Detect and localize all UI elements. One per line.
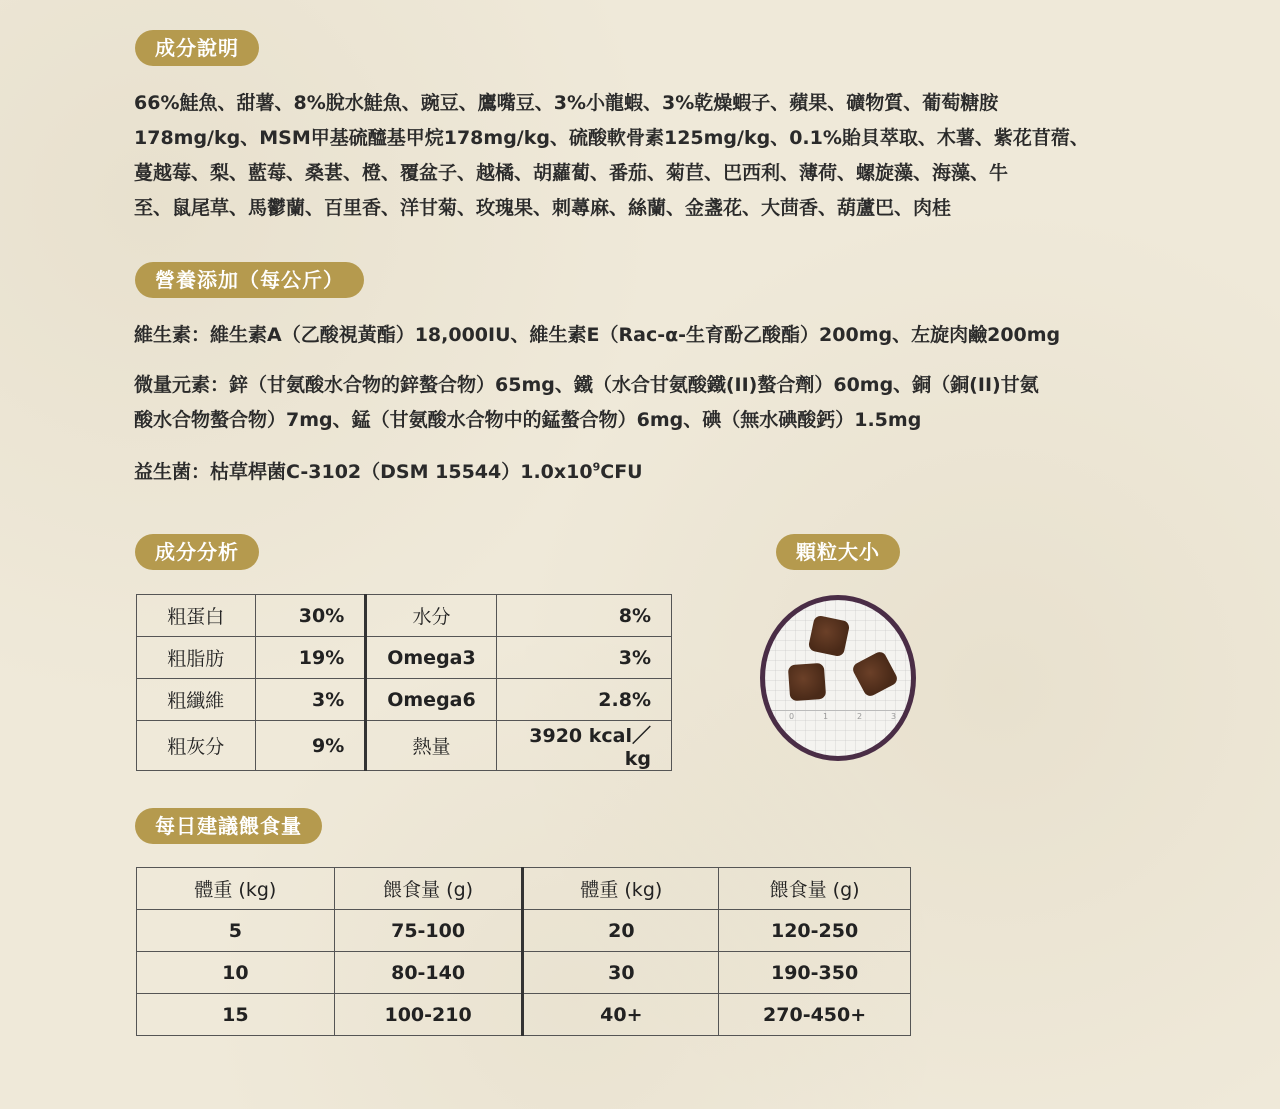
feeding-title: 每日建議餵食量 — [135, 808, 322, 844]
analysis-value: 3% — [496, 637, 671, 679]
table-row — [137, 595, 672, 637]
ingredients-line: 178mg/kg、MSM甲基硫醯基甲烷178mg/kg、硫酸軟骨素125mg/kg、0.1%貽貝萃取、木薯、紫花苜蓿、 — [134, 127, 1089, 149]
ingredients-line: 至、鼠尾草、馬鬱蘭、百里香、洋甘菊、玫瑰果、刺蕁麻、絲蘭、金盞花、大茴香、葫蘆巴、肉桂 — [134, 197, 952, 219]
analysis-label: 粗脂肪 — [137, 637, 256, 679]
kibble-piece — [851, 650, 900, 699]
feeding-header: 餵食量 (g) — [719, 868, 911, 910]
feeding-cell: 190-350 — [719, 952, 911, 994]
table-row — [137, 721, 672, 771]
ruler-tick: 0 — [789, 712, 795, 721]
ingredients-title: 成分說明 — [135, 30, 259, 66]
analysis-value: 9% — [255, 721, 366, 771]
ruler-tick: 2 — [857, 712, 863, 721]
feeding-cell: 80-140 — [334, 952, 523, 994]
probiotic-suffix: CFU — [600, 461, 643, 483]
ingredients-line: 66%鮭魚、甜薯、8%脫水鮭魚、豌豆、鷹嘴豆、3%小龍蝦、3%乾燥蝦子、蘋果、礦物質、葡萄糖胺 — [134, 92, 999, 114]
feeding-table — [136, 867, 911, 1036]
feeding-cell: 10 — [137, 952, 335, 994]
analysis-label: 熱量 — [366, 721, 496, 771]
analysis-label: 粗灰分 — [137, 721, 256, 771]
analysis-value: 3920 kcal／kg — [496, 721, 671, 771]
analysis-value: 19% — [255, 637, 366, 679]
kibble-piece — [808, 615, 851, 658]
table-row — [137, 637, 672, 679]
feeding-cell: 15 — [137, 994, 335, 1036]
analysis-value: 30% — [255, 595, 366, 637]
probiotic-exponent: 9 — [592, 460, 601, 474]
ingredients-text — [134, 86, 1154, 226]
table-row — [137, 910, 911, 952]
feeding-cell: 5 — [137, 910, 335, 952]
ruler — [765, 710, 911, 724]
analysis-title: 成分分析 — [135, 534, 259, 570]
probiotic-text — [134, 455, 1154, 490]
feeding-cell: 120-250 — [719, 910, 911, 952]
feeding-header: 體重 (kg) — [137, 868, 335, 910]
analysis-label: Omega3 — [366, 637, 496, 679]
analysis-label: 粗蛋白 — [137, 595, 256, 637]
analysis-value: 2.8% — [496, 679, 671, 721]
kibble-piece — [788, 663, 826, 701]
table-row — [137, 952, 911, 994]
feeding-cell: 270-450+ — [719, 994, 911, 1036]
analysis-label: Omega6 — [366, 679, 496, 721]
kibble-title: 顆粒大小 — [776, 534, 900, 570]
analysis-value: 8% — [496, 595, 671, 637]
vitamins-text: 維生素：維生素A（乙酸視黃酯）18,000IU、維生素E（Rac-α-生育酚乙酸酯）200mg、左旋肉鹼200mg — [134, 324, 1061, 346]
analysis-label: 水分 — [366, 595, 496, 637]
table-row — [137, 994, 911, 1036]
trace-line: 酸水合物螯合物）7mg、錳（甘氨酸水合物中的錳螯合物）6mg、碘（無水碘酸鈣）1.5mg — [134, 409, 922, 431]
feeding-cell: 40+ — [523, 994, 719, 1036]
trace-elements-text — [134, 368, 1154, 438]
feeding-cell: 75-100 — [334, 910, 523, 952]
analysis-value: 3% — [255, 679, 366, 721]
feeding-header: 體重 (kg) — [523, 868, 719, 910]
ruler-tick: 1 — [823, 712, 829, 721]
analysis-label: 粗纖維 — [137, 679, 256, 721]
feeding-header: 餵食量 (g) — [334, 868, 523, 910]
analysis-table — [136, 594, 672, 771]
feeding-cell: 30 — [523, 952, 719, 994]
nutrition-title: 營養添加（每公斤） — [135, 262, 364, 298]
feeding-cell: 20 — [523, 910, 719, 952]
probiotic-prefix: 益生菌：枯草桿菌C-3102（DSM 15544）1.0x10 — [134, 461, 593, 483]
ruler-tick: 3 — [891, 712, 897, 721]
feeding-cell: 100-210 — [334, 994, 523, 1036]
table-row — [137, 679, 672, 721]
ingredients-line: 蔓越莓、梨、藍莓、桑葚、橙、覆盆子、越橘、胡蘿蔔、番茄、菊苣、巴西利、薄荷、螺旋藻、海藻、牛 — [134, 162, 1009, 184]
trace-line: 微量元素：鋅（甘氨酸水合物的鋅螯合物）65mg、鐵（水合甘氨酸鐵(II)螯合劑）60mg、銅（銅(II)甘氨 — [134, 374, 1039, 396]
table-header-row — [137, 868, 911, 910]
kibble-photo — [760, 595, 916, 761]
